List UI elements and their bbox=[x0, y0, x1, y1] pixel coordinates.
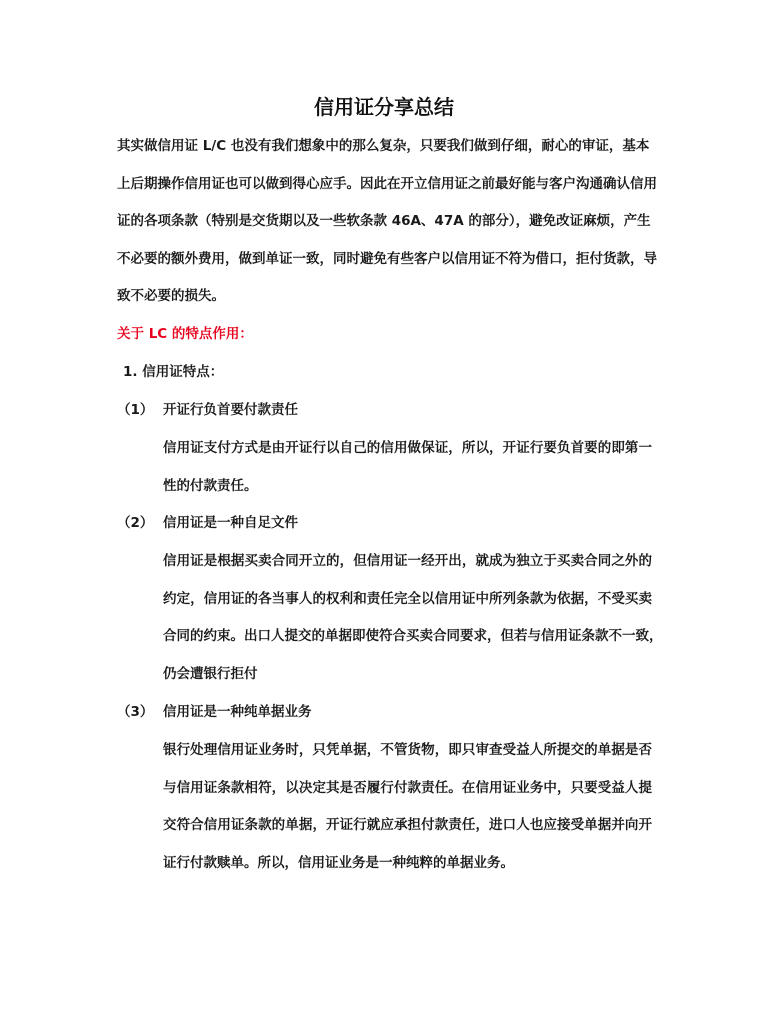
item-2-line-2: 约定，信用证的各当事人的权利和责任完全以信用证中所列条款为依据，不受买卖 bbox=[163, 591, 652, 607]
section-heading: 关于 LC 的特点作用： bbox=[117, 326, 253, 342]
item-3-line-3: 交符合信用证条款的单据，开证行就应承担付款责任，进口人也应接受单据并向开 bbox=[163, 817, 652, 833]
subheading-features: 1. 信用证特点： bbox=[123, 364, 224, 380]
item-3-line-4: 证行付款赎单。所以，信用证业务是一种纯粹的单据业务。 bbox=[163, 855, 514, 871]
item-3-label: （3） bbox=[117, 704, 154, 720]
intro-line-3: 证的各项条款（特别是交货期以及一些软条款 46A、47A 的部分），避免改证麻烦，产生 bbox=[117, 213, 651, 229]
item-3-line-2: 与信用证条款相符，以决定其是否履行付款责任。在信用证业务中，只要受益人提 bbox=[163, 780, 652, 796]
intro-line-1: 其实做信用证 L/C 也没有我们想象中的那么复杂，只要我们做到仔细，耐心的审证，基本 bbox=[117, 138, 650, 154]
item-1-label: （1） bbox=[117, 402, 154, 418]
intro-line-4: 不必要的额外费用，做到单证一致，同时避免有些客户以信用证不符为借口，拒付货款，导 bbox=[117, 251, 657, 267]
intro-line-5: 致不必要的损失。 bbox=[117, 288, 225, 304]
item-2-label: （2） bbox=[117, 515, 154, 531]
item-2-line-1: 信用证是根据买卖合同开立的，但信用证一经开出，就成为独立于买卖合同之外的 bbox=[163, 553, 652, 569]
item-1-title: 开证行负首要付款责任 bbox=[163, 402, 298, 418]
item-1-line-2: 性的付款责任。 bbox=[163, 478, 258, 494]
item-3-title: 信用证是一种纯单据业务 bbox=[163, 704, 312, 720]
item-3-line-1: 银行处理信用证业务时，只凭单据，不管货物，即只审查受益人所提交的单据是否 bbox=[163, 742, 652, 758]
item-2-title: 信用证是一种自足文件 bbox=[163, 515, 298, 531]
intro-line-2: 上后期操作信用证也可以做到得心应手。因此在开立信用证之前最好能与客户沟通确认信用 bbox=[117, 176, 657, 192]
item-2-line-4: 仍会遭银行拒付 bbox=[163, 666, 258, 682]
document-title: 信用证分享总结 bbox=[314, 95, 454, 119]
item-2-line-3: 合同的约束。出口人提交的单据即使符合买卖合同要求，但若与信用证条款不一致， bbox=[163, 628, 663, 644]
item-1-line-1: 信用证支付方式是由开证行以自己的信用做保证，所以，开证行要负首要的即第一 bbox=[163, 440, 652, 456]
